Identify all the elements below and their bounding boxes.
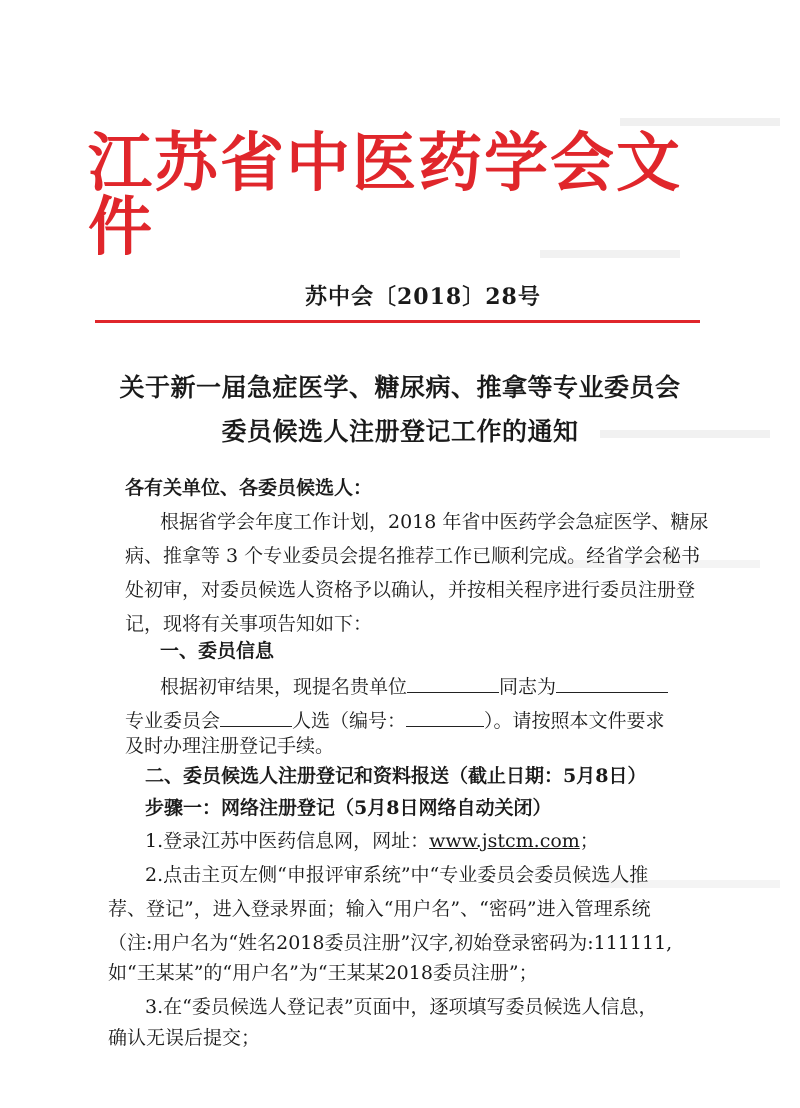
- section-1-line-1: [160, 676, 668, 697]
- item-1-text: ；: [579, 830, 599, 852]
- section-1-text: 根据初审结果，现提名贵单位: [160, 676, 408, 698]
- intro-line: 根据省学会年度工作计划，2018 年省中医药学会急症医学、糖尿: [160, 511, 709, 533]
- section-1-text: 同志为: [499, 676, 557, 698]
- item-2-line: 2.点击主页左侧“申报评审系统”中“专业委员会委员候选人推: [145, 864, 649, 886]
- intro-line: 处初审，对委员候选人资格予以确认，并按相关程序进行委员注册登: [125, 579, 696, 601]
- section-1-heading: 一、委员信息: [160, 640, 275, 662]
- intro-line: 病、推拿等 3 个专业委员会提名推荐工作已顺利完成。经省学会秘书: [125, 545, 701, 567]
- blank-committee: [220, 710, 292, 727]
- blank-unit: [407, 676, 499, 693]
- blank-number: [406, 710, 484, 727]
- org-document-title: 江苏省中医药学会文件: [88, 126, 682, 265]
- intro-line: 记，现将有关事项告知如下：: [125, 613, 373, 635]
- red-divider-line: [95, 320, 700, 323]
- document-number: 苏中会〔2018〕28号: [305, 284, 541, 310]
- item-1-text: 1.登录江苏中医药信息网，网址：: [145, 830, 430, 852]
- section-1-line-2: [125, 710, 665, 731]
- section-1-text: 人选（编号：: [292, 710, 407, 732]
- notice-title-line-1: 关于新一届急症医学、糖尿病、推拿等专业委员会: [119, 373, 681, 402]
- blank-name: [556, 676, 668, 693]
- website-link[interactable]: www.jstcm.com: [429, 830, 580, 852]
- section-1-line-3: 及时办理注册登记手续。: [125, 735, 335, 757]
- item-3-line: 3.在“委员候选人登记表”页面中，逐项填写委员候选人信息，: [145, 996, 658, 1018]
- salutation: 各有关单位、各委员候选人：: [125, 477, 373, 499]
- item-2-line: （注:用户名为“姓名2018委员注册”汉字,初始登录密码为:111111,: [108, 932, 673, 954]
- notice-title-line-2: 委员候选人注册登记工作的通知: [221, 417, 579, 446]
- item-3-line: 确认无误后提交；: [108, 1027, 261, 1049]
- item-2-line: 荐、登记”，进入登录界面；输入“用户名”、“密码”进入管理系统: [108, 898, 651, 920]
- item-2-line: 如“王某某”的“用户名”为“王某某2018委员注册”；: [108, 962, 538, 984]
- section-1-text: ）。请按照本文件要求: [484, 710, 665, 732]
- section-2-heading: 二、委员候选人注册登记和资料报送（截止日期：5月8日）: [145, 765, 647, 787]
- step-1-heading: 步骤一：网络注册登记（5月8日网络自动关闭）: [145, 797, 552, 819]
- section-1-text: 专业委员会: [125, 710, 221, 732]
- item-1: [145, 832, 599, 851]
